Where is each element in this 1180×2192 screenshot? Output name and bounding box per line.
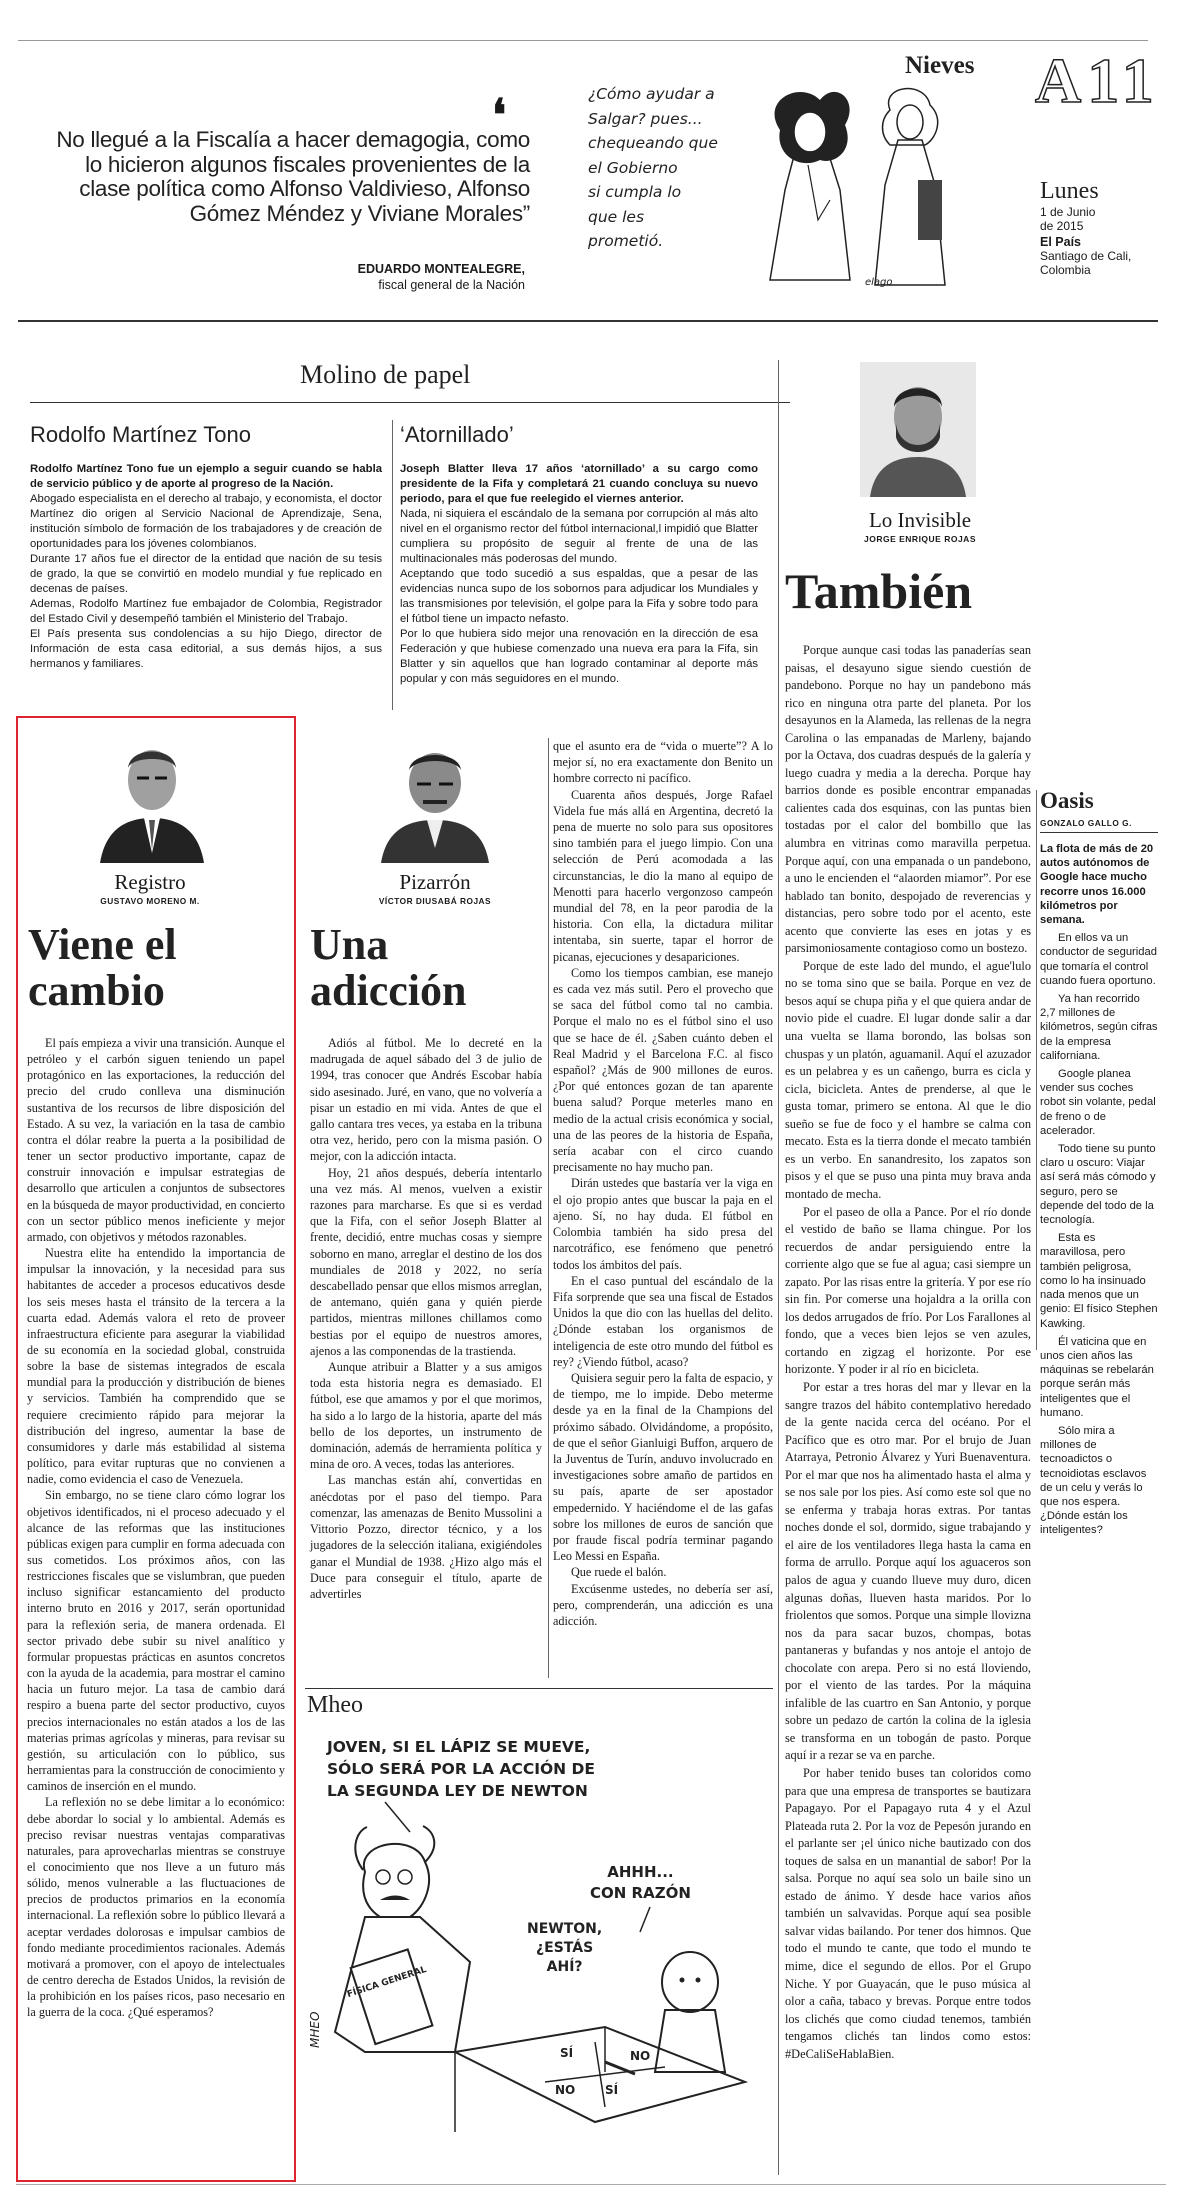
pizarron-col-divider — [548, 738, 549, 1678]
molino-left-lead: Rodolfo Martínez Tono fue un ejemplo a seguir cuando se habla de servicio público y de aporte al progreso de la Nación. — [30, 463, 382, 490]
oasis-paragraph: Google planea vender sus coches robot sin volante, pedal de freno o de acelerador. — [1040, 1068, 1156, 1137]
invisible-divider — [778, 360, 779, 2175]
molino-rule — [30, 402, 790, 403]
speech-line: AHÍ? — [546, 1959, 583, 1975]
board-label: NO — [555, 2083, 576, 2097]
pizarron-paragraph: En el caso puntual del escándalo de la Fifa sorprende que sea una fiscal de Estados Unidos la que dio con las huellas del delito. ¿Dónde estaban los organismos de inteligencia de este otro mundo del fútbol es rey? ¿Viendo fútbol, acaso? — [553, 1273, 773, 1369]
oasis-rule — [1040, 832, 1158, 833]
header-country: Colombia — [1040, 263, 1091, 277]
pizarron-section: Pizarrón — [399, 870, 471, 894]
cartoon-line: si cumpla lo — [588, 183, 682, 201]
oasis-body — [1040, 842, 1158, 1537]
molino-right-p: Por lo que hubiera sido mejor una renovación en la dirección de esa Federación y que hubiese comenzado una nueva era para la Fifa, sin Blatter y sin aquellos que han logrado contaminar al deporte más popular y con más seguidores en el mundo. — [400, 628, 758, 685]
molino-title: Molino de papel — [300, 360, 471, 389]
header-date-block — [1040, 178, 1160, 277]
cartoon-line: ¿Cómo ayudar a — [588, 85, 715, 103]
molino-divider — [392, 420, 393, 710]
speech-line: CON RAZÓN — [590, 1884, 691, 1902]
invisible-paragraph: Porque de este lado del mundo, el ague'lulo no se toma sino que se baila. Porque en vez de besos aquí se chupa piña y el que quiera andar de novio pide el cuadre. El lugar donde salir a dar una vuelta se llama borondo, las bolsas son chuspas y un platón, aguamanil. Aquí el azuzador es un pelabrea y es un cañengo, burra es cicla y cicla, bicicleta. Antes de prenderse, al que le gusta tomar, primero se entona. Al que le dio sueño se fue de foco y el hambre se calma con mecato. Esta es la tierra donde el mecato también es un verbo. En sanandresito, los zapatos son pisos y el que se puso una pinta muy brava anda montado de mecha. — [785, 958, 1031, 1201]
cartoon-line: el Gobierno — [588, 158, 678, 177]
invisible-paragraph: Por el paseo de olla a Pance. Por el río donde el vestido de baño se llama chingue. Por los recuerdos de andar persiguiendo entre la corriente algo que se fue al agua; casi siempre un zapato. Por las risas entre la gritería. Y por ese río sin fin. Por comerse una hojaldra a la orilla con los dedos arrugados de frío. Por Los Farallones al fondo, que a veces bien lejos se ven azules, cortando en zigzag el horizonte. Por ese horizonte. Y poder ir al río en bicicleta. — [785, 1204, 1031, 1377]
pizarron-paragraph: Adiós al fútbol. Me lo decreté en la madrugada de aquel sábado del 3 de julio de 1994, tras conocer que Andrés Escobar había sido asesinado. Juré, en vano, que no volvería a pisar un estadio en mi vida. Antes de que el gallo cantara tres veces, ya estaba en la tribuna otra vez, herido, pero con la misma pasión. O mejor, con la adicción intacta. — [310, 1036, 542, 1164]
speech-line: LA SEGUNDA LEY DE NEWTON — [327, 1782, 588, 1800]
quote-text: No llegué a la Fiscalía a hacer demagogia, como lo hicieron algunos fiscales provenientes de la clase política como Alfonso Valdivieso, Alfonso Gómez Méndez y Viviane Morales” — [56, 127, 530, 226]
nieves-cartoon — [540, 70, 960, 310]
pizarron-paragraph: Que ruede el balón. — [571, 1565, 667, 1580]
header-city: Santiago de Cali, — [1040, 249, 1132, 263]
registro-headline: Viene el cambio — [28, 920, 177, 1015]
mheo-signature: MHEO — [308, 2011, 322, 2048]
speech-line: ¿ESTÁS — [536, 1940, 594, 1956]
columnist-photo-rojas — [860, 362, 976, 497]
registro-body — [27, 1035, 285, 2170]
invisible-section: Lo Invisible — [868, 508, 972, 532]
portrait-moreno — [92, 728, 212, 863]
header-day: Lunes — [1040, 178, 1099, 204]
pizarron-paragraph: Cuarenta años después, Jorge Rafael Videla fue más allá en Argentina, decretó la pena de muerte no solo para sus opositores sino también para el juego limpio. Con una selección de Perú acomodada a las circunstancias, le dio la mano al equipo de Menotti para hacerlo vergonzoso campeón mundial del 78, en la peor parodia de la historia. Con ella, la dictadura militar intentaba, sin suerte, tapar el horror de picanas, ejecuciones y desapariciones. — [553, 787, 773, 964]
columnist-photo-moreno — [92, 728, 212, 863]
pizarron-headline: Una adicción — [310, 920, 467, 1015]
columnist-photo-diusaba — [375, 728, 495, 863]
pizarron-paragraph: Quisiera seguir pero la falta de espacio, y de tiempo, me lo impide. Debo meterme desde ya en la final de la Champions del próximo sábado. Olvidándome, a propósito, de que el señor Gianluigi Buffon, arquero de la Juventus de Turín, anduvo involucrado en investigaciones sobre amaño de partidos en su país, aparte de ser apostador empedernido. Y haciéndome el de las gafas sobre los millones de euros de sanción que por fraude fiscal podría terminar pagando Leo Messi en España. — [553, 1370, 773, 1564]
registro-paragraph: El país empieza a vivir una transición. Aunque el petróleo y el carbón siguen teniendo un papel protagónico en las exportaciones, la reducción del precio del crudo conlleva una disminución sustantiva de los recursos de libre disposición del Estado. A su vez, la variación en la tasa de cambio contra el dólar reabre la puerta a la posibilidad de tener un sector productivo importante, capaz de construir innovación e impulsar estrategias de desarrollo que articulen a conjuntos de subsectores en la búsqueda de mayor productividad, en concierto con un sector público menos ineficiente y mejor armado, con objetivos y métodos razonables. — [27, 1036, 285, 1244]
cartoon-line: que les — [588, 207, 645, 226]
board-label: NO — [630, 2049, 651, 2063]
pizarron-paragraph: Dirán ustedes que bastaría ver la viga en el ojo propio antes que buscar la paja en el ajeno. Sí, no hay duda. El fútbol en Colombia también ha sido presa del narcotráfico, ese fenómeno que penetró todos los ámbitos del país. — [553, 1176, 773, 1272]
pizarron-paragraph: Aunque atribuir a Blatter y a sus amigos toda esta historia negra es demasiado. El fútbol, ese que amamos y por el que morimos, ha sido a lo largo de la historia, aparte del más bello de los deportes, un instrumento de dominación, además de herramienta política y mina de oro. A veces, todas las anteriores. — [310, 1360, 542, 1472]
invisible-paragraph: Por haber tenido buses tan coloridos como para que una empresa de transportes se bautizara Papagayo. Por el Papagayo ruta 4 y el Azul Plateada ruta 2. Por la voz de Pepesón jurando en el parlante ser ¡el único niche bautizado con dos toques de salsa en un manantial de sabor! Por la salsa. Porque no aquí sea solo un baile sino un estado de ánimo. Y desde hace varios años también un salvavidas. Porque aquí sea posible salvar vidas bailando. Por tener dos himnos. Que todo el mundo te cante, que todo el mundo te mime, dice el segundo de ellos. Por el Grupo Niche. Y por Guayacán, que le puso música al olor a caña, tabaco y brevas. Porque entre todos los clichés que como ciudad tenemos, también tengamos clichés tan lindos como estos: #DeCaliSeHablaBien. — [785, 1766, 1031, 2061]
page-number: A11 — [1035, 45, 1160, 116]
oasis-lead: La flota de más de 20 autos autónomos de Google hace mucho recorre unos 16.000 kilómetros por semana. — [1040, 843, 1154, 927]
oasis-paragraph: Esta es maravillosa, pero también peligrosa, como lo ha insinuado nada menos que un genio: El físico Stephen Kawking. — [1040, 1232, 1158, 1330]
molino-left-p: El País presenta sus condolencias a su hijo Diego, director de Información de esta casa editorial, a sus demás hijos, a sus hermanos y familiares. — [30, 628, 382, 670]
header-paper: El País — [1040, 235, 1081, 249]
pizarron-paragraph: Las manchas están ahí, convertidas en anécdotas por el paso del tiempo. Para comenzar, las amenazas de Benito Mussolini a Vittorio Pozzo, director técnico, y a los jugadores de la selección italiana, exigiéndoles ganar el Mundial de 1938. ¿Hizo algo más el Duce para conseguir el título, aparte de advertirles — [310, 1473, 542, 1601]
oasis-paragraph: Sólo mira a millones de tecnoadictos o tecnoidiotas esclavos de un celu y verás lo que nos espera. ¿Dónde están los inteligentes? — [1040, 1424, 1147, 1537]
speech-line: SÓLO SERÁ POR LA ACCIÓN DE — [327, 1760, 595, 1778]
section-name: Nieves — [905, 52, 975, 79]
oasis-paragraph: Ya han recorrido 2,7 millones de kilómetros, según cifras de la empresa californiana. — [1040, 993, 1158, 1062]
molino-left-headline: Rodolfo Martínez Tono — [30, 422, 251, 447]
speech-line: JOVEN, SI EL LÁPIZ SE MUEVE, — [327, 1738, 591, 1756]
molino-right-lead: Joseph Blatter lleva 17 años ‘atornillado’ a su cargo como presidente de la Fifa y completará 21 cuando concluya su nuevo periodo, para el que fue reelegido el viernes anterior. — [400, 463, 758, 505]
oasis-paragraph: Él vaticina que en unos cien años las máquinas se rebelarán porque serán más inteligentes que el humano. — [1040, 1335, 1154, 1419]
quote-mark: ❛ — [492, 91, 507, 140]
portrait-rojas — [860, 362, 976, 497]
pizarron-paragraph: que el asunto era de “vida o muerte”? A lo mejor sí, no era exactamente don Benito un hombre correcto ni pacífico. — [553, 739, 773, 786]
registro-paragraph: La reflexión no se debe limitar a lo económico: debe abordar lo social y lo ambiental. Además es preciso revisar nuestras ventajas comparativas naturales, para aprovecharlas mientras se construye el conocimiento que nos lleve a un futuro más sólido, menos vulnerable a las fluctuaciones de precios de productos primarios en la economía internacional. La reflexión sobre lo público llevará a aceptar verdades dolorosas e impulsar cambios de fondo mediante procedimientos racionales. Además motivará a promover, con el apoyo de intelectuales de centro derecha de Estados Unidos, la revisión de la prohibición en los países ricos, paso necesario en la guerra de la coca. ¿Qué esperamos? — [27, 1795, 285, 2020]
molino-left-p: Durante 17 años fue el director de la entidad que nación de su tesis de grado, la que se convirtió en modelo mundial y fue replicado en decenas de países. — [30, 553, 382, 595]
board-label: SÍ — [605, 2083, 619, 2097]
pizarron-paragraph: Excúsenme ustedes, no debería ser así, pero, comprenderán, una adicción es una adicción. — [553, 1581, 773, 1628]
page-top-rule — [18, 40, 1148, 41]
registro-section: Registro — [114, 870, 186, 894]
cartoon-signature: elago — [865, 277, 893, 288]
registro-author: GUSTAVO MORENO M. — [100, 896, 200, 906]
invisible-body — [785, 642, 1031, 2152]
oasis-paragraph: Todo tiene su punto claro u oscuro: Viajar así será más cómodo y seguro, pero se depende del todo de la tecnología. — [1040, 1143, 1156, 1227]
pizarron-paragraph: Como los tiempos cambian, ese manejo es cada vez más sutil. Pero el provecho que se saca del fútbol como tal no cambia. Porque el malo no es el fútbol sino el uso que se hace de él. ¿Saben cuánto deben el Real Madrid y el Barcelona F.C. al fisco español? ¿Más de 900 millones de euros. ¿Por qué entonces gozan de tan aparente buena salud? Porque meterles mano en medio de la actual crisis económica y social, una de las peores de la historia de España, sería acabar con el circo cuando precisamente no hay mucho pan. — [553, 965, 773, 1175]
book-title: FÍSICA GENERAL — [345, 1964, 428, 2001]
portrait-diusaba — [375, 728, 495, 863]
molino-right-p: Nada, ni siquiera el escándalo de la semana por corrupción al más alto nivel en el organismo rector del fútbol internacional,l impidió que Blatter cumpliera su propósito de seguir al frente de una de las multinacionales más poderosas del mundo. — [400, 508, 758, 565]
molino-right-headline: ‘Atornillado’ — [400, 422, 514, 447]
board-label: SÍ — [560, 2046, 574, 2060]
oasis-title: Oasis — [1040, 788, 1094, 813]
molino-left-p: Abogado especialista en el derecho al trabajo, y economista, el doctor Martínez dio origen al Servicio Nacional de Aprendizaje, Sena, institución símbolo de formación de los trabajadores y de creación de oportunidades para los jóvenes colombianos. — [30, 493, 382, 550]
registro-paragraph: Nuestra elite ha entendido la importancia de impulsar la innovación, y la necesidad para sus habitantes de acceder a procesos educativos desde los seis meses hasta el tránsito de la tercera a la cuarta edad. Además valora el reto de proveer infraestructura eficiente para asegurar la viabilidad de su economía en la sociedad global, construida sobre la base de sistemas integrados de escala mundial para la producción y distribución de bienes y servicios. También ha comprendido que se requiere crecimiento rápido para mejorar la distribución del ingreso, aumentar la base de consumidores y darle más estabilidad al sistema político, para evitar rupturas que no convienen a nadie, como evidencia el caso de Venezuela. — [27, 1246, 285, 1487]
invisible-author: JORGE ENRIQUE ROJAS — [864, 534, 976, 544]
molino-right-body — [400, 462, 758, 702]
cartoon-line: prometió. — [588, 232, 664, 250]
cartoon-line: chequeando que — [588, 134, 718, 152]
pizarron-body — [310, 1035, 542, 1687]
header-bottom-rule — [18, 320, 1158, 322]
speech-line: AHHH... — [607, 1863, 674, 1881]
molino-left-p: Ademas, Rodolfo Martínez fue embajador de Colombia, Registrador del Estado Civil y desempeñó también el Ministerio del Trabajo. — [30, 598, 382, 625]
registro-paragraph: Sin embargo, no se tiene claro cómo lograr los objetivos identificados, ni el proceso adecuado y el alcance de las reformas que las instituciones públicas exigen para cumplir en forma adecuada con sus cometidos. Los próximos años, con las restricciones fiscales que se vislumbran, que pueden incluso significar estancamiento del producto interno bruto en 2016 y 2017, serán oportunidad para la reflexión seria, de manera ordenada. El sector privado debe subir su nivel analítico y formular propuestas prácticas en asuntos concretos con la ayuda de la academia, para mostrar el camino hacia un futuro mejor. La tasa de cambio dará respiro a buena parte del sector productivo, cuyos precios internacionales no están atados a los de las materias primas agrícolas y mineras, para revisar su gestión, su articulación con lo público, sus herramientas para la construcción de conocimiento y caminos de inserción en el mundo. — [27, 1488, 285, 1794]
invisible-paragraph: Por estar a tres horas del mar y llevar en la sangre trazos del hábito contemplativo heredado de la gente nacida cerca del océano. Por el Pacífico que es otro mar. Por el brujo de Juan Atarraya, Petronio Álvarez y Yuri Buenaventura. Por el mar que nos ha alimentado hasta el alma y se nos sale por los pies. Así como este sol que no se enferma y trabaja horas extras. Por tantas noches donde el sol, dormido, sigue trabajando y el aire de los ventiladores llega hasta la cama en forma de arrullo. Porque aquí los aguaceros son palos de agua y cuando llueve muy duro, dicen algunas doñas, llueven hasta maridos. Por lo friolentos que somos. Porque una simple llovizna nos da para sacar buzos, chompas, botas pantaneras y bufandas y nos antoje el antojo de chocolate con arepa. Pero si no está lloviendo, por el viento de las tardes. Por la máquina infalible de las cuartro en San Antonio, y porque sobre un pedazo de cartón la colina de la iglesia se transforma en un tobogán de pasto. Porque aquí ir a rezar se va en parche. — [785, 1379, 1031, 1763]
mheo-title: Mheo — [307, 1692, 363, 1718]
speech-line: NEWTON, — [527, 1921, 603, 1937]
oasis-divider — [1036, 790, 1037, 1350]
page-bottom-rule — [16, 2184, 1166, 2185]
header-date: 1 de Junio de 2015 — [1040, 205, 1096, 233]
oasis-paragraph: En ellos va un conductor de seguridad que tomaría el control cuando fuera oportuno. — [1040, 932, 1157, 987]
mheo-drawing — [305, 1722, 775, 2182]
quote-role: fiscal general de la Nación — [378, 278, 525, 292]
molino-right-p: Aceptando que todo sucedió a sus espaldas, que a pesar de las evidencias nunca supo de los sobornos para adjudicar los Mundiales y las transmisiones por televisión, el golpe para la Fifa y sobre todo para el fútbol tiene un impacto nefasto. — [400, 568, 758, 625]
pizarron-body-cont — [553, 738, 773, 1688]
invisible-paragraph: Porque aunque casi todas las panaderías sean paisas, el desayuno sigue siendo cuestión de pandebono. Porque no hay un pandebono más rico en ninguna otra parte del planeta. Por los desayunos en la Alameda, las rellenas de la negra Carolina o las empanadas de Marleny, bajando por la Octava, dos cuadras después de la galería y luego cuadra y media a la derecha. Porque hay barrios donde es posible encontrar empanadas calientes cada dos esquinas, con las puntas bien tostadas por el calor del bombillo que las alumbra en vitrinas como maravilla perpetua. Porque aquí, con una empanada o un pandebono, a uno le encienden el “alaorden miamor”. Por ese hablado tan bonito, despojado de reverencias y distancias, pero sobre todo por el acento, este acento que convierte las eses en jotas y es parsimoniosamente contagioso como un bostezo. — [785, 643, 1031, 956]
cartoon-line: Salgar? pues... — [588, 109, 703, 128]
oasis-author: GONZALO GALLO G. — [1040, 818, 1132, 828]
quote-author: EDUARDO MONTEALEGRE, — [357, 262, 525, 276]
molino-left-body — [30, 462, 382, 702]
cartoon-drawing — [740, 70, 960, 310]
pizarron-author: VÍCTOR DIUSABÁ ROJAS — [378, 896, 492, 906]
pizarron-paragraph: Hoy, 21 años después, debería intentarlo una vez más. Al menos, vuelven a existir razones para marcharse. Es que si es verdad que la Fifa, con el señor Joseph Blatter al frente, decidió, entre muchas cosas y siempre soborno en mano, arreglar el destino de los dos mundiales de 2018 y 2022, no sería descabellado pensar que ellos mismos arreglan, de antemano, quién gana y quién pierde partidos, mientras millones chillamos como bestias por el equipo de nuestros amores, ajenos a las componendas de la trastienda. — [310, 1165, 542, 1358]
mheo-cartoon — [305, 1722, 775, 2182]
mheo-rule — [305, 1688, 773, 1689]
invisible-headline: También — [785, 563, 973, 619]
